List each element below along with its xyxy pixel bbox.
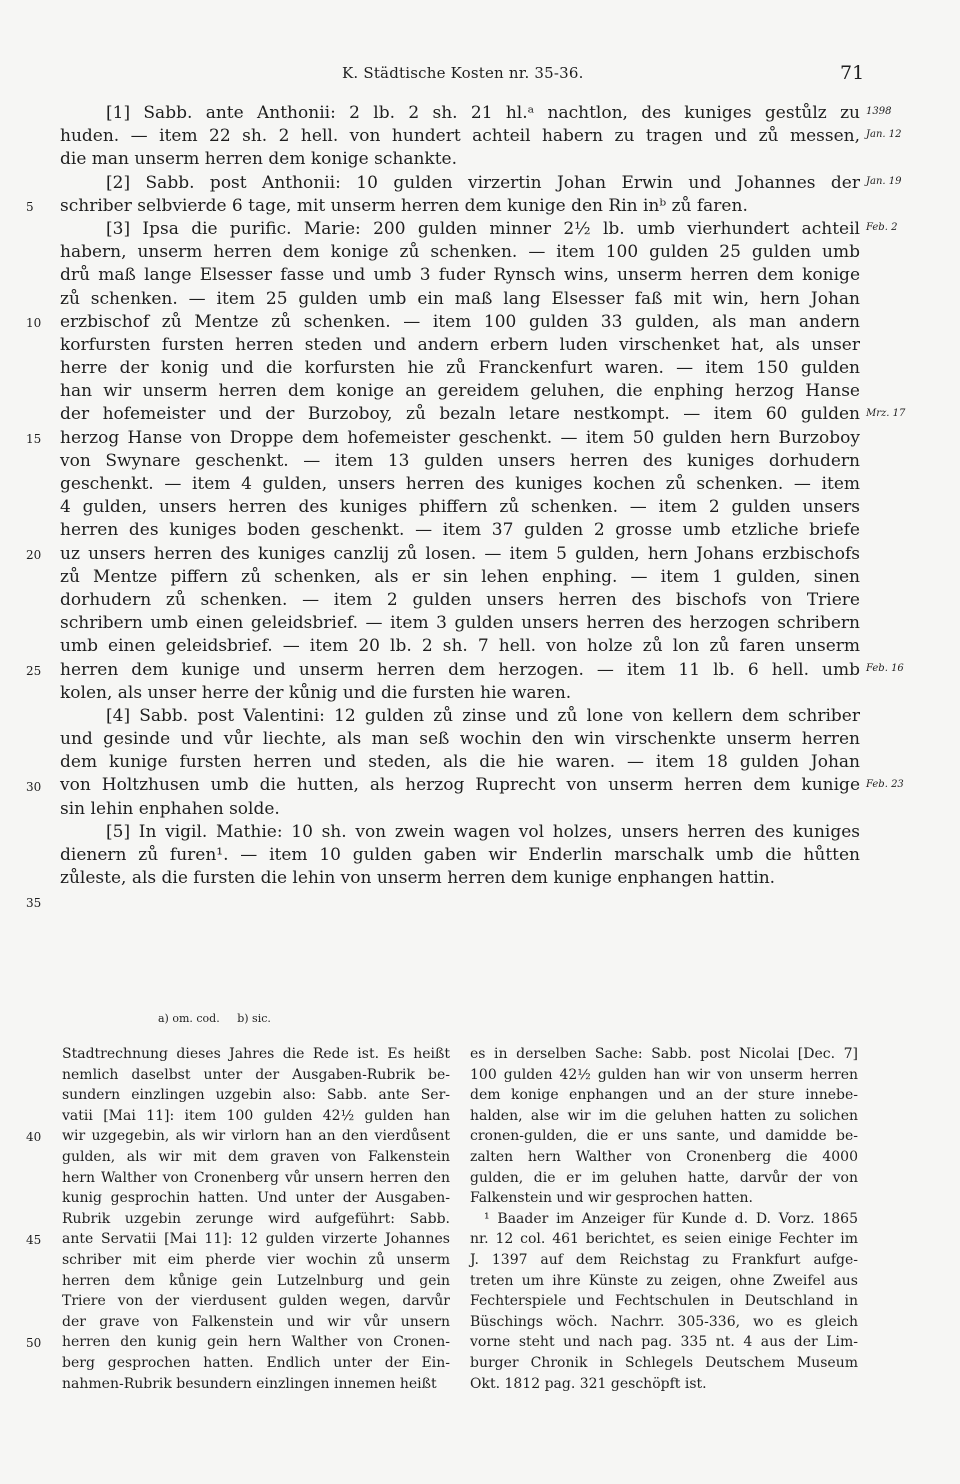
- text-line: treten um ihre Künste zu zeigen, ohne Zweifel aus: [470, 1272, 858, 1289]
- text-line: Falkenstein und wir gesprochen hatten.: [470, 1190, 753, 1207]
- text-line: ante Servatii [Mai 11]: 12 gulden virzerte Johannes: [62, 1231, 450, 1248]
- text-line: gulden, die er im geluhen hatte, darvůr der von: [470, 1169, 858, 1186]
- text-line: 100 gulden 42½ gulden han wir von unserm herren: [470, 1066, 858, 1083]
- text-line: [1] Sabb. ante Anthonii: 2 lb. 2 sh. 21 hl.ᵃ nachtlon, des kuniges gestůlz zu: [106, 103, 860, 123]
- text-line: wir uzgegebin, als wir virlorn han an den vierdůsent: [62, 1128, 450, 1145]
- text-line: es in derselben Sache: Sabb. post Nicolai [Dec. 7]: [470, 1046, 858, 1062]
- right-footnote-column: [470, 1044, 858, 1394]
- text-line: zů schenken. — item 25 gulden umb ein maß lang Elsesser faß mit win, hern Johan: [60, 288, 860, 309]
- text-line: herre der konig und die korfursten hie zů Franckenfurt waren. — item 150 gulden: [60, 358, 860, 379]
- text-line: huden. — item 22 sh. 2 hell. von hundert achteil habern zu tragen und zů messen,: [60, 126, 860, 147]
- text-line: dem konige enphangen und an der sture innebe-: [470, 1087, 858, 1104]
- text-line: geschenkt. — item 4 gulden, unsers herren des kuniges kochen zů schenken. — item: [60, 474, 860, 494]
- text-line: umb einen geleidsbrief. — item 20 lb. 2 sh. 7 hell. von holze zů lon zů faren unserm: [60, 636, 860, 657]
- text-line: herren den kunig gein hern Walther von Cronen-: [62, 1334, 450, 1351]
- text-line: schribern umb einen geleidsbrief. — item 3 gulden unsers herren des herzogen schribern: [60, 613, 860, 634]
- margin-date-note: Feb. 23: [866, 778, 904, 790]
- text-line: der hofemeister und der Burzoboy, zů bezaln letare nestkompt. — item 60 gulden: [60, 404, 860, 425]
- text-line: berg gesprochen hatten. Endlich unter der Ein-: [62, 1354, 450, 1371]
- margin-date-note: 1398: [866, 106, 892, 117]
- text-line: cronen-gulden, die er uns sante, und damidde be-: [470, 1128, 858, 1145]
- text-line: nemlich daselbst unter der Ausgaben-Rubrik be-: [62, 1066, 450, 1083]
- margin-date-note: Feb. 16: [866, 662, 904, 674]
- text-line: Rubrik uzgebin zerunge wird aufgeführt: Sabb.: [62, 1210, 450, 1227]
- line-number: 10: [26, 315, 42, 330]
- text-line: herzog Hanse von Droppe dem hofemeister geschenkt. — item 50 gulden hern Burzoboy: [60, 427, 860, 448]
- text-line: dem kunige fursten herren und steden, als die hie waren. — item 18 gulden Johan: [60, 752, 860, 773]
- text-line: J. 1397 auf dem Reichstag zu Frankfurt aufge-: [470, 1251, 858, 1268]
- text-line: hern Walther von Cronenberg vůr unsern herren den: [62, 1169, 450, 1186]
- text-line: sin lehin enphahen solde.: [60, 798, 280, 819]
- text-line: ¹ Baader im Anzeiger für Kunde d. D. Vorz. 1865: [484, 1210, 858, 1227]
- line-number: 20: [26, 547, 42, 562]
- page-number: 71: [840, 62, 865, 84]
- text-line: erzbischof zů Mentze zů schenken. — item 100 gulden 33 gulden, als man andern: [60, 311, 860, 332]
- line-number: 30: [26, 779, 42, 794]
- main-text: [60, 102, 860, 890]
- text-line: gulden, als wir mit dem graven von Falkenstein: [62, 1148, 450, 1165]
- line-number: 40: [26, 1130, 42, 1145]
- text-line: nr. 12 col. 461 berichtet, es seien einige Fechter im: [470, 1231, 858, 1248]
- text-line: habern, unserm herren dem konige zů schenken. — item 100 gulden 25 gulden umb: [60, 242, 860, 263]
- text-line: 4 gulden, unsers herren des kuniges phiffern zů schenken. — item 2 gulden unsers: [60, 497, 860, 518]
- text-line: Fechterspiele und Fechtschulen in Deutschland in: [470, 1293, 858, 1310]
- text-line: herren des kuniges boden geschenkt. — item 37 gulden 2 grosse umb etzliche briefe: [60, 520, 860, 541]
- line-number: 35: [26, 895, 42, 910]
- text-line: zůleste, als die fursten die lehin von unserm herren dem kunige enphangen hattin.: [60, 868, 776, 889]
- margin-date-note: Feb. 2: [866, 222, 898, 233]
- text-line: [3] Ipsa die purific. Marie: 200 gulden minner 2½ lb. umb vierhundert achteil: [106, 218, 860, 239]
- running-head: K. Städtische Kosten nr. 35-36.: [342, 64, 584, 82]
- margin-date-note: Jan. 12: [866, 129, 902, 141]
- text-line: von Swynare geschenkt. — item 13 gulden unsers herren des kuniges dorhudern: [60, 450, 860, 471]
- apparatus-note: b) sic.: [237, 1012, 271, 1025]
- text-line: korfursten fursten herren steden und andern erbern luden virschenket hat, als unser: [60, 334, 860, 355]
- text-line: vorne steht und nach pag. 335 nt. 4 aus der Lim-: [470, 1334, 858, 1351]
- line-number: 25: [26, 663, 42, 678]
- text-line: schriber selbvierde 6 tage, mit unserm herren dem kunige den Rin inᵇ zů faren.: [60, 195, 748, 216]
- text-line: dorhudern zů schenken. — item 2 gulden unsers herren des bischofs von Triere: [60, 589, 860, 610]
- text-line: vatii [Mai 11]: item 100 gulden 42½ gulden han: [62, 1107, 450, 1124]
- text-line: von Holtzhusen umb die hutten, als herzog Ruprecht von unserm herren dem kunige: [60, 775, 860, 796]
- text-line: herren dem kůnige gein Lutzelnburg und gein: [62, 1272, 450, 1289]
- text-line: nahmen-Rubrik besundern einzlingen innemen heißt: [62, 1375, 437, 1392]
- text-line: uz unsers herren des kuniges canzlij zů losen. — item 5 gulden, hern Johans erzbischofs: [60, 543, 860, 564]
- text-line: drů maß lange Elsesser fasse und umb 3 fuder Rynsch wins, unserm herren dem konige: [60, 265, 860, 286]
- text-line: kolen, als unser herre der kůnig und die fursten hie waren.: [60, 682, 572, 703]
- text-line: [2] Sabb. post Anthonii: 10 gulden virzertin Johan Erwin und Johannes der: [106, 172, 860, 193]
- text-line: die man unserm herren dem konige schankte.: [60, 149, 458, 170]
- text-line: dienern zů furen¹. — item 10 gulden gaben wir Enderlin marschalk umb die hůtten: [60, 845, 860, 865]
- text-line: han wir unserm herren dem konige an gereidem geluhen, die enphing herzog Hanse: [60, 381, 860, 402]
- text-line: Büschings wöch. Nachrr. 305-336, wo es gleich: [470, 1313, 858, 1330]
- text-line: sundern einzlingen uzgebin also: Sabb. ante Ser-: [62, 1087, 450, 1104]
- text-line: kunig gesprochin hatten. Und unter der Ausgaben-: [62, 1190, 450, 1207]
- text-line: Okt. 1812 pag. 321 geschöpft ist.: [470, 1375, 707, 1392]
- critical-apparatus: [158, 1012, 285, 1025]
- text-line: und gesinde und vůr liechte, als man seß wochin den win virschenkte unserm herren: [60, 729, 860, 750]
- text-line: zů Mentze piffern zů schenken, als er sin lehen enphing. — item 1 gulden, sinen: [60, 566, 860, 587]
- text-line: herren dem kunige und unserm herren dem herzogen. — item 11 lb. 6 hell. umb: [60, 659, 860, 680]
- text-line: schriber mit eim pherde vier wochin zů unserm: [62, 1251, 450, 1268]
- text-line: zalten hern Walther von Cronenberg die 4000: [470, 1148, 858, 1165]
- text-line: [5] In vigil. Mathie: 10 sh. von zwein wagen vol holzes, unsers herren des kuniges: [106, 821, 860, 842]
- text-line: [4] Sabb. post Valentini: 12 gulden zů zinse und zů lone von kellern dem schriber: [106, 705, 860, 726]
- left-footnote-column: [62, 1044, 450, 1394]
- text-line: der grave von Falkenstein und wir vůr unsern: [62, 1313, 450, 1330]
- line-number: 50: [26, 1336, 42, 1351]
- apparatus-note: a) om. cod.: [158, 1012, 220, 1025]
- line-number: 5: [26, 199, 34, 214]
- margin-date-note: Mrz. 17: [866, 407, 906, 419]
- text-line: burger Chronik in Schlegels Deutschem Museum: [470, 1354, 858, 1371]
- line-number: 15: [26, 431, 42, 446]
- text-line: Triere von der vierdusent gulden wegen, darvůr: [62, 1293, 450, 1310]
- margin-date-note: Jan. 19: [866, 175, 902, 187]
- text-line: Stadtrechnung dieses Jahres die Rede ist. Es heißt: [62, 1046, 450, 1062]
- line-number: 45: [26, 1233, 42, 1248]
- text-line: halden, alse wir im die geluhen hatten zu solichen: [470, 1107, 858, 1124]
